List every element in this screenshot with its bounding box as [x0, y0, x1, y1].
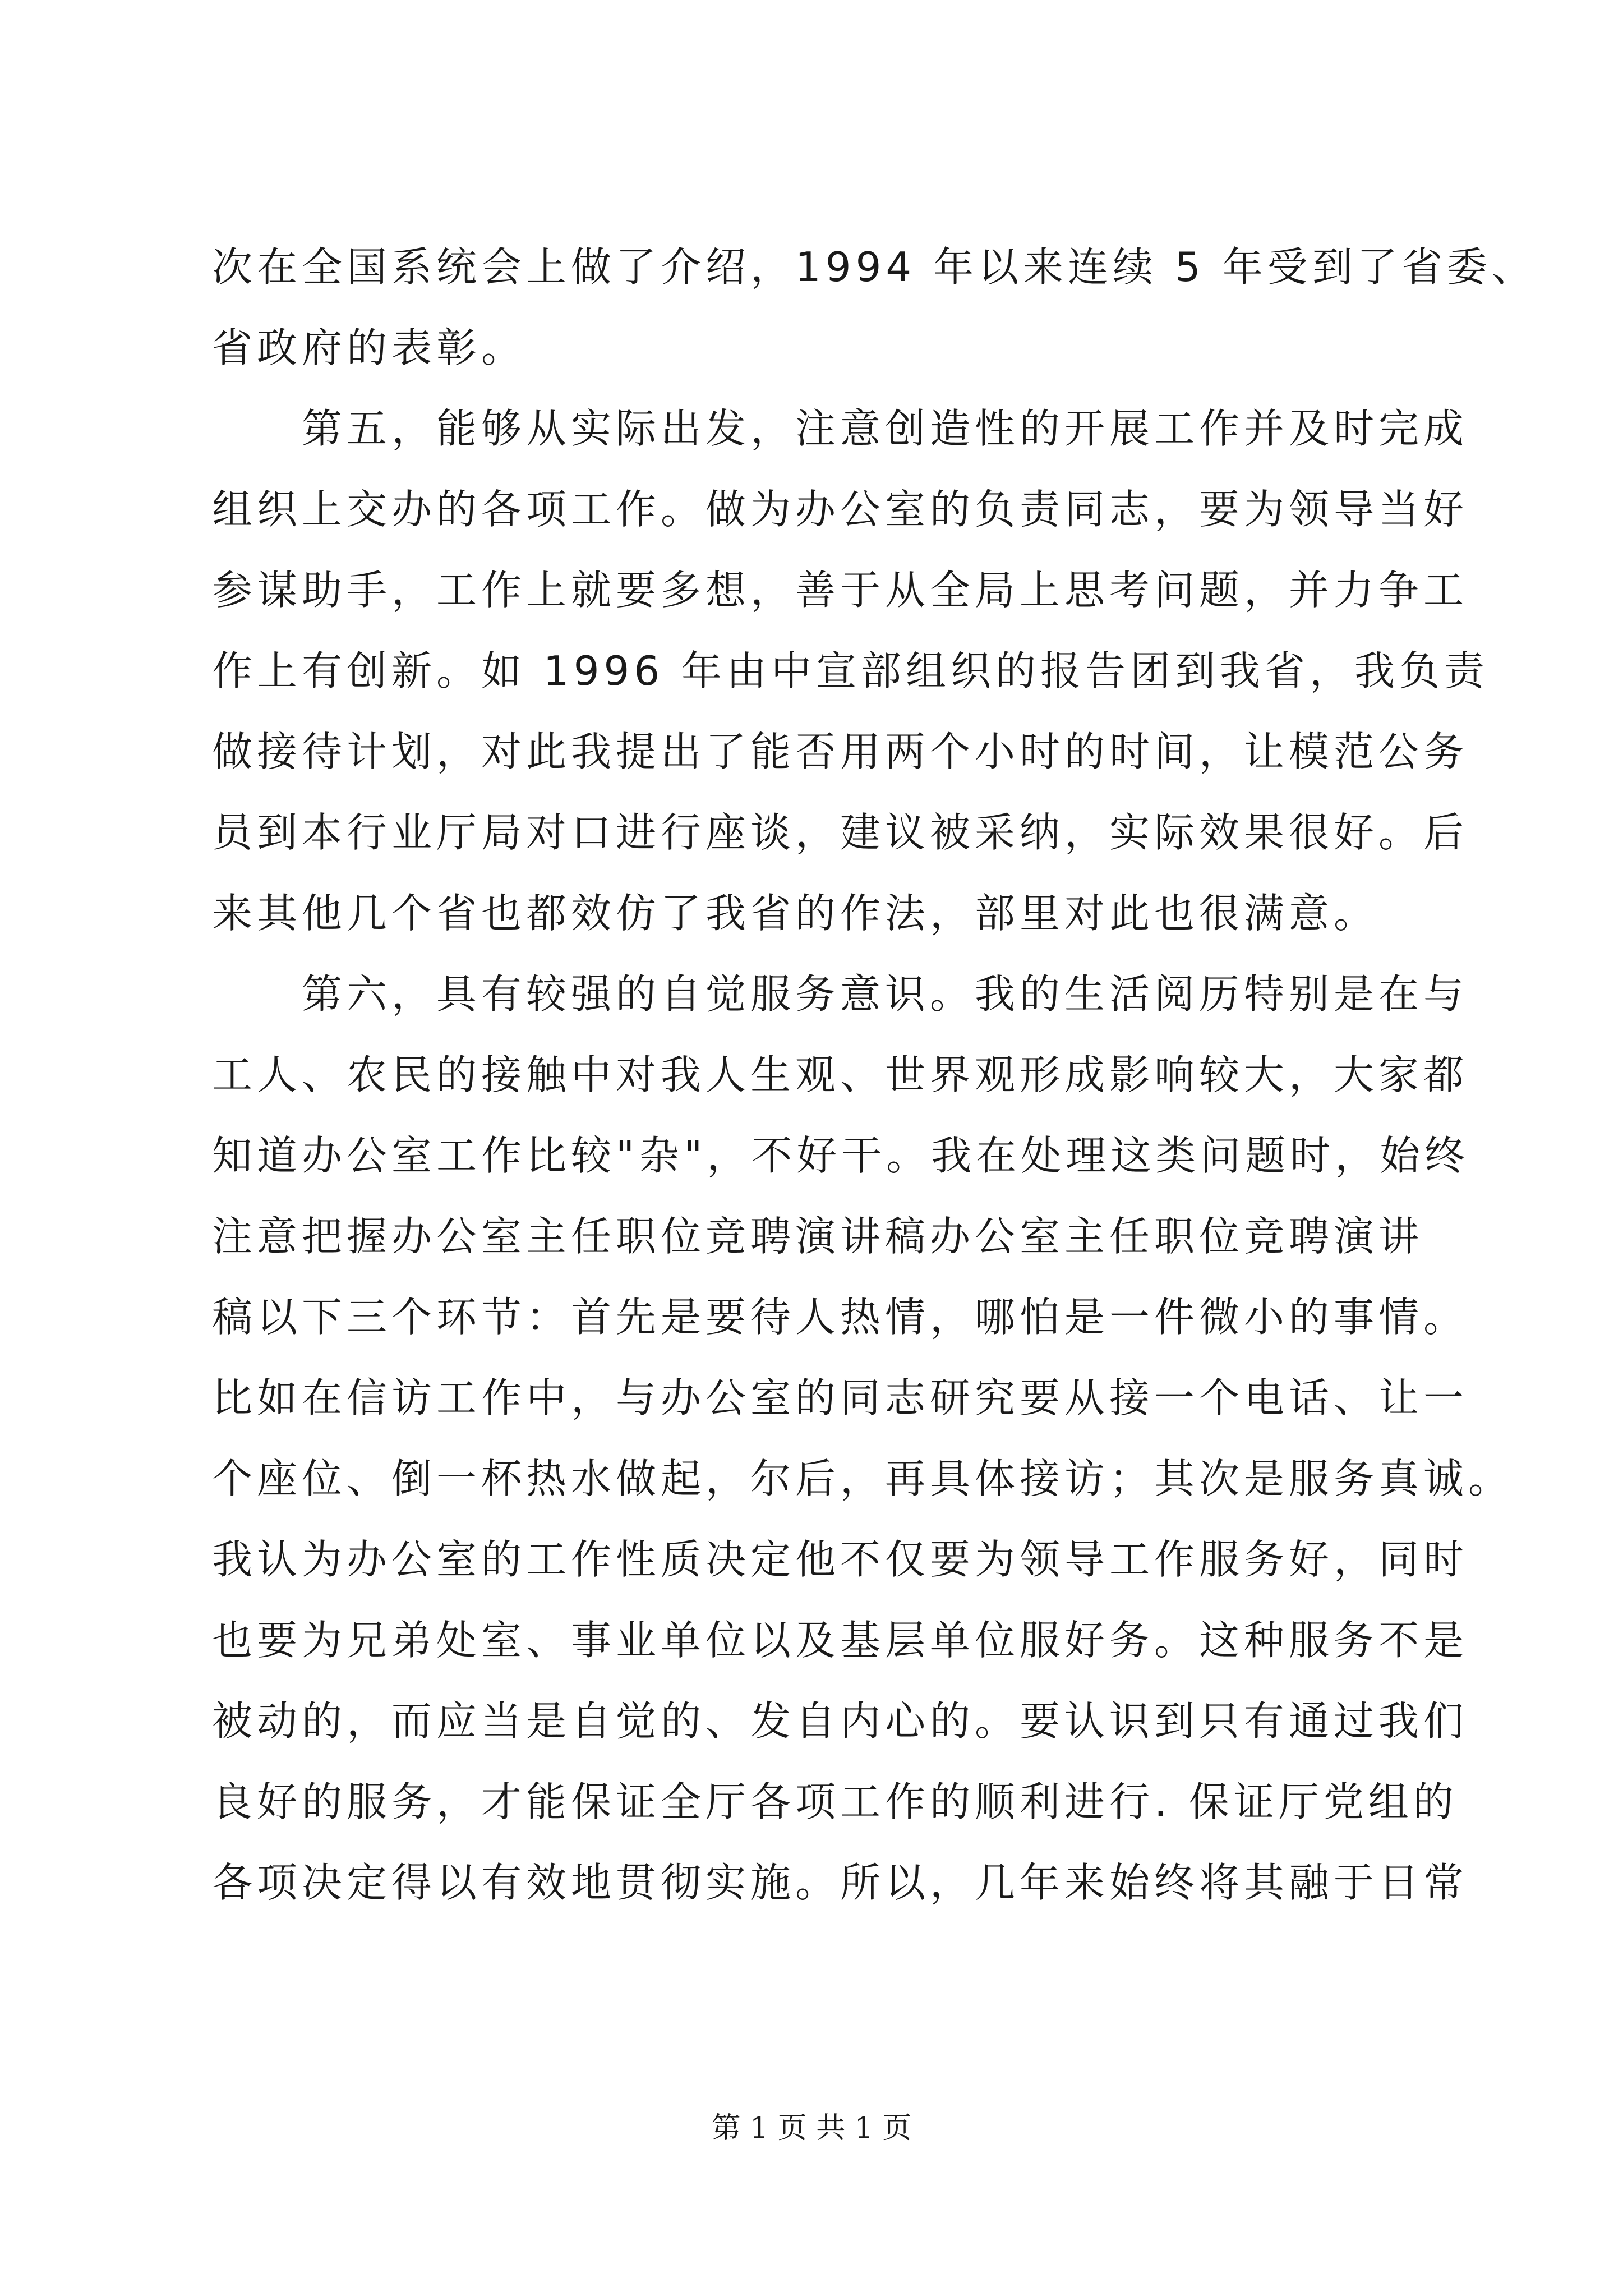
- text-line: 第五，能够从实际出发，注意创造性的开展工作并及时完成: [212, 405, 1469, 452]
- text-line: 作上有创新。如 1996 年由中宣部组织的报告团到我省，我负责: [212, 647, 1490, 694]
- page-number: 第 1 页 共 1 页: [711, 2111, 912, 2145]
- text-line: 来其他几个省也都效仿了我省的作法，部里对此也很满意。: [212, 890, 1379, 937]
- text-line: 各项决定得以有效地贯彻实施。所以，几年来始终将其融于日常: [212, 1859, 1469, 1906]
- text-line: 被动的，而应当是自觉的、发自内心的。要认识到只有通过我们: [212, 1697, 1469, 1745]
- document-body: [212, 227, 1537, 1923]
- text-line: 参谋助手，工作上就要多想，善于从全局上思考问题，并力争工: [212, 567, 1469, 614]
- text-line: 知道办公室工作比较"杂"，不好干。我在处理这类问题时，始终: [212, 1132, 1470, 1179]
- text-line: 做接待计划，对此我提出了能否用两个小时的时间，让模范公务: [212, 728, 1469, 775]
- text-line: 省政府的表彰。: [212, 324, 527, 371]
- text-line: 我认为办公室的工作性质决定他不仅要为领导工作服务好，同时: [212, 1536, 1469, 1583]
- text-line: 工人、农民的接触中对我人生观、世界观形成影响较大，大家都: [212, 1051, 1469, 1098]
- text-line: 第六，具有较强的自觉服务意识。我的生活阅历特别是在与: [212, 970, 1469, 1018]
- text-line: 比如在信访工作中，与办公室的同志研究要从接一个电话、让一: [212, 1374, 1469, 1421]
- text-line: 也要为兄弟处室、事业单位以及基层单位服好务。这种服务不是: [212, 1617, 1469, 1664]
- text-line: 稿以下三个环节：首先是要待人热情，哪怕是一件微小的事情。: [212, 1294, 1469, 1341]
- text-line: 注意把握办公室主任职位竞聘演讲稿办公室主任职位竞聘演讲: [212, 1213, 1424, 1260]
- page-footer: [0, 2110, 1623, 2146]
- text-line: 组织上交办的各项工作。做为办公室的负责同志，要为领导当好: [212, 486, 1469, 533]
- text-line: 次在全国系统会上做了介绍，1994 年以来连续 5 年受到了省委、: [212, 243, 1537, 291]
- text-line: 良好的服务，才能保证全厅各项工作的顺利进行. 保证厅党组的: [212, 1778, 1458, 1825]
- text-line: 员到本行业厅局对口进行座谈，建议被采纳，实际效果很好。后: [212, 809, 1469, 856]
- text-line: 个座位、倒一杯热水做起，尔后，再具体接访；其次是服务真诚。: [212, 1455, 1514, 1502]
